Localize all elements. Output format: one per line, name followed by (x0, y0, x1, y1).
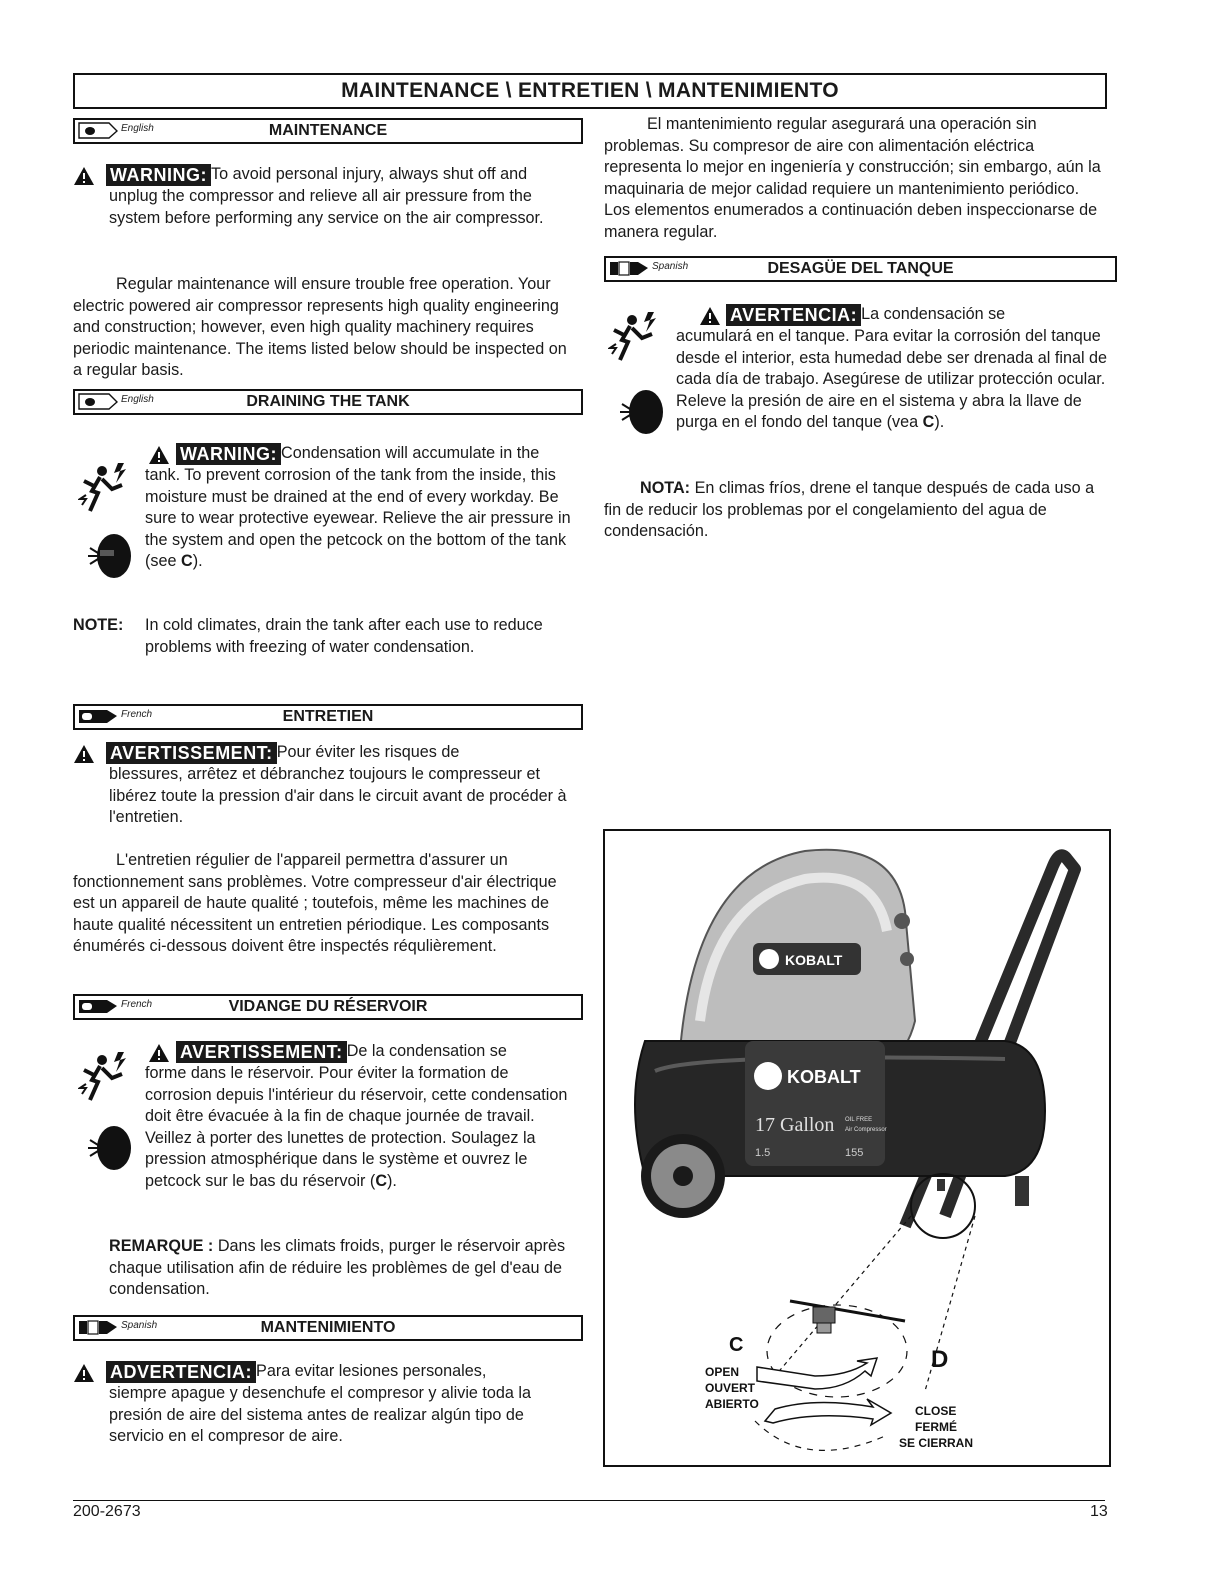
figure-reference: C (922, 413, 935, 431)
section-header-spanish-draining (604, 256, 1117, 282)
warning-text: Para evitar lesiones personales, (256, 1362, 487, 1380)
warning-text-continued: blessures, arrêtez et débranchez toujours le compresseur et libérez toute la pression d'air dans le circuit avant de procéder à l'entretien. (109, 765, 567, 826)
electric-shock-hazard-icon (78, 461, 134, 519)
warning-triangle-icon (73, 1363, 95, 1383)
warning-triangle-icon (148, 1043, 170, 1063)
note-label: REMARQUE : (109, 1237, 214, 1255)
note-text: In cold climates, drain the tank after each use to reduce problems with freezing of water condensation. (145, 616, 543, 656)
note-text: En climas fríos, drene el tanque después de cada uso a fin de reducir los problemas por el congelamiento del agua de condensación. (604, 479, 1095, 540)
section-title: DRAINING THE TANK (246, 393, 410, 410)
note-label: NOTE: (73, 616, 124, 634)
psi-rating: 155 (845, 1147, 864, 1159)
warning-text: To avoid personal injury, always shut off and (211, 165, 528, 183)
eye-protection-icon (86, 532, 132, 580)
warning-text: La condensación se (861, 305, 1006, 323)
section-header-english-maintenance (73, 118, 583, 144)
warning-badge: WARNING: (106, 164, 211, 186)
warning-text-continued: unplug the compressor and relieve all air pressure from the system before performing any service on the air compressor. (109, 187, 544, 227)
warning-text: De la condensation se (346, 1042, 507, 1060)
hp-rating: 1.5 (755, 1147, 771, 1159)
warning-french-maintenance (73, 742, 579, 829)
language-tag: English (121, 123, 154, 134)
open-label-fr: OUVERT (705, 1381, 756, 1395)
brand-label-tank: KOBALT (787, 1067, 861, 1087)
page-number: 13 (1090, 1503, 1108, 1520)
section-header-french-draining (73, 994, 583, 1020)
warning-english-maintenance (73, 164, 579, 229)
warning-badge: WARNING: (176, 443, 281, 465)
section-header-english-draining (73, 389, 583, 415)
regular-maintenance-paragraph: Regular maintenance will ensure trouble free operation. Your electric powered air compressor represents high quality engineering and construction; however, even high quality machinery requires periodic maintenance. The items listed below should be inspected on a regular basis. (73, 275, 567, 379)
warning-badge: ADVERTENCIA: (106, 1361, 256, 1383)
warning-triangle-icon (148, 445, 170, 465)
compressor-figure (603, 829, 1111, 1467)
language-tag: Spanish (121, 1320, 158, 1331)
warning-triangle-icon (73, 166, 95, 186)
warning-triangle-icon (73, 744, 95, 764)
air-compressor-illustration (605, 831, 1109, 1465)
warning-spanish-draining (676, 304, 1112, 434)
regular-maintenance-paragraph: L'entretien régulier de l'appareil permettra d'assurer un fonctionnement sans problèmes. Votre compresseur d'air électrique est un appareil de haute qualité ; toutefois, même les machines de haute qualité nécessitent un entretien périodique. Les composants énumérés ci-dessous doivent être inspectés réqulièrement. (73, 851, 557, 955)
section-header-spanish-maintenance (73, 1315, 583, 1341)
air-compressor-label: Air Compressor (845, 1127, 887, 1133)
section-header-french-maintenance (73, 704, 583, 730)
eye-protection-icon (618, 388, 664, 436)
figure-reference: C (181, 552, 193, 570)
footer-rule (73, 1500, 1105, 1501)
note-english (73, 615, 579, 658)
capacity-label: 17 Gallon (755, 1114, 835, 1136)
section-title: MANTENIMIENTO (260, 1319, 396, 1336)
section-title: MAINTENANCE (268, 122, 388, 139)
regular-maintenance-paragraph-spanish: El mantenimiento regular asegurará una operación sin problemas. Su compresor de aire con alimentación eléctrica representa lo mejor en ingeniería y construcción; sin embargo, aún la maquinaria de mejor calidad requiere un mantenimiento periódico. Los elementos enumerados a continuación deben inspeccionarse de manera regular. (604, 115, 1101, 241)
oil-free-label: OIL FREE (845, 1117, 873, 1123)
section-title: DESAGÜE DEL TANQUE (767, 260, 954, 277)
page-title: MAINTENANCE \ ENTRETIEN \ MANTENIMIENTO (73, 73, 1107, 109)
warning-english-draining (145, 443, 579, 573)
close-label-fr: FERMÉ (915, 1420, 957, 1434)
language-tag: Spanish (652, 261, 689, 272)
section-title: VIDANGE DU RÉSERVOIR (228, 998, 428, 1015)
callout-label-d: D (931, 1346, 949, 1373)
warning-text-continued: siempre apague y desenchufe el compresor y alivie toda la presión de aire del sistema antes de realizar algún tipo de servicio en el compresor de aire. (109, 1384, 532, 1445)
language-tag: French (121, 999, 153, 1010)
electric-shock-hazard-icon (78, 1050, 134, 1108)
warning-badge: AVERTISSEMENT: (106, 742, 277, 764)
warning-triangle-icon (699, 306, 721, 326)
warning-text-continued: acumulará en el tanque. Para evitar la corrosión del tanque desde el interior, esta humedad debe ser drenada al final de cada día de trabajo. Asegúrese de utilizar protección ocular. Releve la presión de aire en el sistema y abra la llave de purga en el fondo del tanque (vea C). (676, 327, 1108, 431)
close-label-es: SE CIERRAN (899, 1436, 974, 1450)
warning-text-continued: forme dans le réservoir. Pour éviter la formation de corrosion depuis l'intérieur du réservoir, cette condensation doit être évacuée à la fin de chaque journée de travail. Veillez à porter des lunettes de protection. Soulagez la pression atmosphérique dans le système et ouvrez le petcock sur le bas du réservoir (C). (145, 1064, 568, 1190)
electric-shock-hazard-icon (608, 310, 664, 368)
language-tag: English (121, 394, 154, 405)
language-tag: French (121, 709, 153, 720)
warning-text-continued: tank. To prevent corrosion of the tank from the inside, this moisture must be drained at the end of every workday. Be sure to wear protective eyewear. Relieve the air pressure in the system and open the petcock on the bottom of the tank (see C). (145, 466, 571, 570)
document-number: 200-2673 (73, 1503, 141, 1520)
warning-badge: AVERTISSEMENT: (176, 1041, 347, 1063)
open-label-en: OPEN (705, 1365, 740, 1379)
close-label-en: CLOSE (915, 1404, 957, 1418)
figure-reference: C (375, 1171, 388, 1190)
section-title: ENTRETIEN (282, 708, 374, 725)
note-text: Dans les climats froids, purger le réservoir après chaque utilisation afin de réduire les problèmes de gel d'eau de condensation. (109, 1237, 566, 1298)
warning-spanish-maintenance (73, 1361, 579, 1448)
note-label: NOTA: (640, 479, 691, 497)
note-french (109, 1236, 579, 1301)
warning-text: Pour éviter les risques de (276, 743, 460, 761)
callout-label-c: C (729, 1334, 744, 1356)
brand-label-top: KOBALT (785, 952, 843, 968)
note-spanish (604, 478, 1109, 543)
eye-protection-icon (86, 1124, 132, 1172)
warning-badge: AVERTENCIA: (726, 304, 861, 326)
open-label-es: ABIERTO (705, 1397, 759, 1411)
warning-french-draining (145, 1041, 579, 1192)
warning-text: Condensation will accumulate in the (281, 444, 540, 462)
